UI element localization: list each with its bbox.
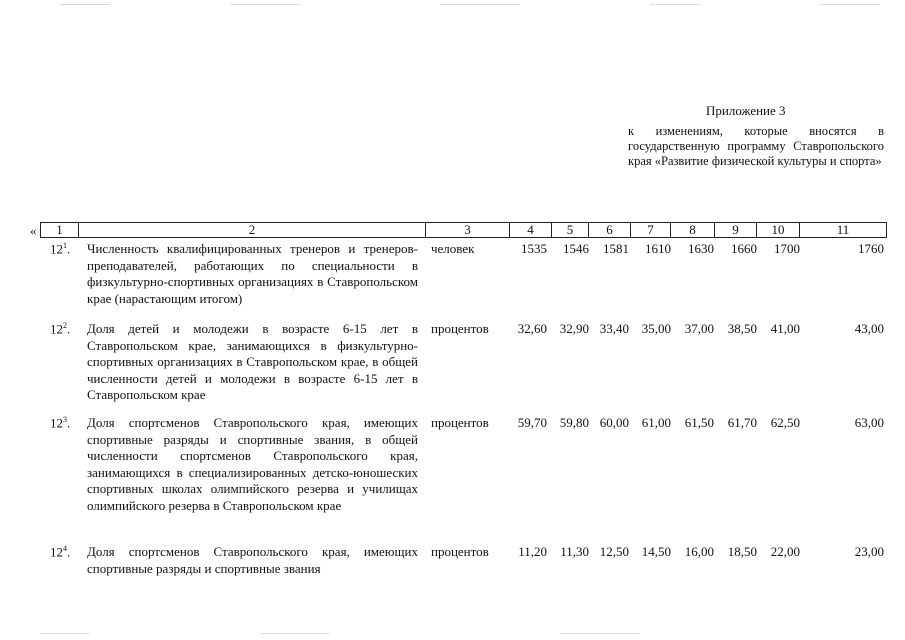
- value-col-5: 59,80: [559, 415, 589, 430]
- header-cell-5: 5: [551, 222, 589, 238]
- value-col-8: 61,50: [684, 415, 714, 430]
- value-col-6: 33,40: [599, 321, 629, 336]
- header-cell-2: 2: [78, 222, 426, 238]
- value-col-4: 11,20: [518, 544, 547, 559]
- header-cell-11: 11: [799, 222, 887, 238]
- row-unit: процентов: [431, 321, 489, 336]
- row-number: $12^1$.: [50, 241, 71, 257]
- header-cell-6: 6: [588, 222, 631, 238]
- value-col-9: 61,70: [727, 415, 757, 430]
- value-col-7: 1610: [645, 241, 671, 256]
- appendix-title: Приложение 3: [706, 103, 786, 118]
- scan-artifact-top: [0, 4, 905, 5]
- header-cell-8: 8: [670, 222, 715, 238]
- value-col-8: 16,00: [684, 544, 714, 559]
- row-unit: процентов: [431, 544, 489, 559]
- appendix-note: к изменениям, которые вносятся в государственную программу Ставропольского края «Развитие физической культуры и спорта»: [628, 124, 884, 168]
- value-col-4: 1535: [521, 241, 547, 256]
- value-col-5: 11,30: [560, 544, 589, 559]
- row-description: Доля спортсменов Ставропольского края, имеющих спортивные разряды и спортивные звания, в общей численности спортсменов Ставропольского края, занимающихся в специализированных детско-юношеских спортивных школах олимпийского резерва и училищах олимпийского резерва в Ставропольском крае: [87, 415, 418, 513]
- value-col-4: 59,70: [517, 415, 547, 430]
- value-col-5: 1546: [563, 241, 589, 256]
- value-col-10: 62,50: [770, 415, 800, 430]
- row-number: $12^4$.: [50, 544, 71, 560]
- value-col-7: 14,50: [641, 544, 671, 559]
- value-col-4: 32,60: [517, 321, 547, 336]
- value-col-9: 1660: [731, 241, 757, 256]
- value-col-10: 22,00: [770, 544, 800, 559]
- row-number: $12^3$.: [50, 415, 71, 431]
- value-col-10: 41,00: [770, 321, 800, 336]
- header-cell-7: 7: [630, 222, 671, 238]
- value-col-10: 1700: [774, 241, 800, 256]
- value-col-7: 35,00: [641, 321, 671, 336]
- row-description: Численность квалифицированных тренеров и тренеров-преподавателей, работающих по специальности в физкультурно-спортивных организациях в Ставропольском крае (нарастающим итогом): [87, 241, 418, 306]
- row-unit: человек: [431, 241, 475, 256]
- value-col-11: 1760: [858, 241, 884, 256]
- value-col-9: 38,50: [727, 321, 757, 336]
- scan-artifact-bottom: [0, 633, 905, 634]
- value-col-7: 61,00: [641, 415, 671, 430]
- header-cell-9: 9: [714, 222, 757, 238]
- value-col-6: 12,50: [599, 544, 629, 559]
- row-unit: процентов: [431, 415, 489, 430]
- header-cell-10: 10: [756, 222, 800, 238]
- value-col-9: 18,50: [727, 544, 757, 559]
- header-cell-4: 4: [509, 222, 552, 238]
- row-description: Доля детей и молодежи в возрасте 6-15 лет в Ставропольском крае, занимающихся в физкультурно-спортивных организациях в Ставропольском крае, в общей численности детей и молодежи в возрасте 6-15 лет в Ставропольском крае: [87, 321, 418, 403]
- value-col-6: 60,00: [599, 415, 629, 430]
- row-number: $12^2$.: [50, 321, 71, 337]
- opening-quote-mark: «: [30, 223, 37, 238]
- header-cell-3: 3: [425, 222, 510, 238]
- value-col-8: 37,00: [684, 321, 714, 336]
- value-col-11: 43,00: [854, 321, 884, 336]
- header-cell-1: 1: [40, 222, 79, 238]
- value-col-8: 1630: [688, 241, 714, 256]
- value-col-11: 23,00: [854, 544, 884, 559]
- value-col-6: 1581: [603, 241, 629, 256]
- value-col-11: 63,00: [854, 415, 884, 430]
- row-description: Доля спортсменов Ставропольского края, имеющих спортивные разряды и спортивные звания: [87, 544, 418, 576]
- value-col-5: 32,90: [559, 321, 589, 336]
